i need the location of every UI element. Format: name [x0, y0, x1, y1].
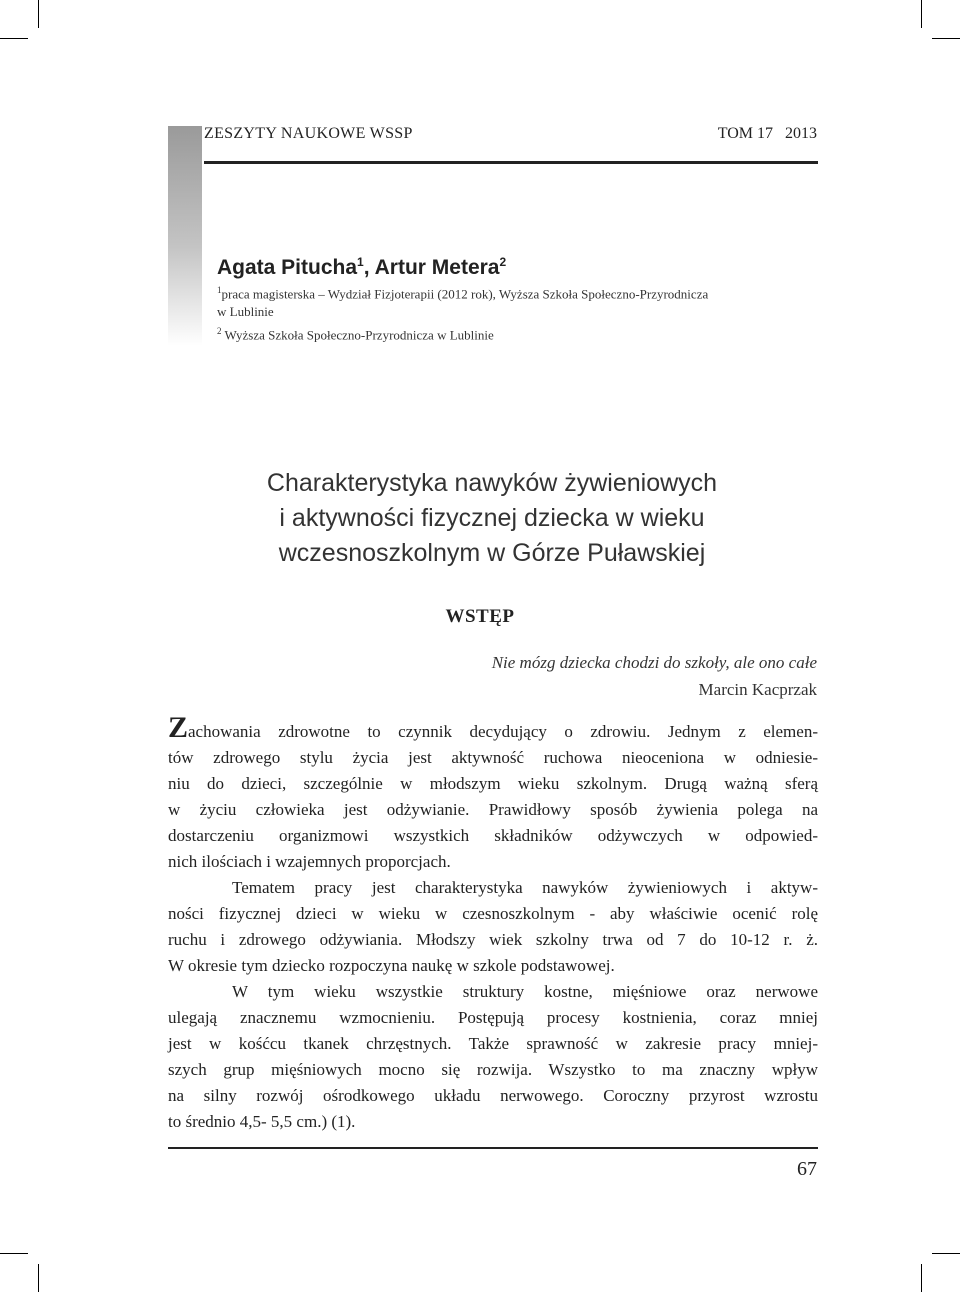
text-line: jest w kośćcu tkanek chrzęstnych. Także sprawność w zakresie pracy mniej- [168, 1034, 818, 1053]
crop-mark [932, 38, 960, 39]
article-title [150, 466, 834, 571]
text-line: dostarczeniu organizmowi wszystkich składników odżywczych w odpowied- [168, 826, 818, 845]
affiliation-text: Wyższa Szkoła Społeczno-Przyrodnicza w Lublinie [221, 327, 494, 343]
text-line: ności fizycznej dzieci w wieku w czesnoszkolnym - aby właściwie ocenić rolę [168, 904, 818, 923]
crop-mark [932, 1253, 960, 1254]
affiliation-text: praca magisterska – Wydział Fizjoterapii (2012 rok), Wyższa Szkoła Społeczno-Przyrodnicza [221, 286, 709, 302]
journal-name: ZESZYTY NAUKOWE WSSP [204, 125, 413, 142]
text-line: W okresie tym dziecko rozpoczyna naukę w szkole podstawowej. [168, 956, 615, 975]
crop-mark [921, 0, 922, 28]
author-superscript: 2 [499, 255, 507, 269]
affiliation-superscript: 1 [217, 285, 222, 295]
affiliation-line [217, 285, 708, 302]
epigraph-author: Marcin Kacprzak [698, 680, 817, 699]
section-heading: WSTĘP [445, 606, 515, 627]
author-separator: , [363, 256, 375, 279]
text-line: to średnio 4,5- 5,5 cm.) (1). [168, 1112, 356, 1131]
affiliation-text: w Lublinie [217, 304, 274, 319]
crop-mark [38, 1264, 39, 1292]
text-line: niu do dzieci, szczególnie w młodszym wieku szkolnym. Drugą ważną sferą [168, 774, 818, 793]
text-line: Tematem pracy jest charakterystyka nawyków żywieniowych i aktyw- [232, 878, 818, 897]
affiliation-line [217, 326, 494, 343]
text-line: tów zdrowego stylu życia jest aktywność ruchowa nieoceniona w odniesie- [168, 748, 818, 767]
text-line: ulegają znacznemu wzmocnieniu. Postępują procesy kostnienia, coraz mniej [168, 1008, 818, 1027]
affiliation-superscript: 2 [217, 326, 222, 336]
text-line: W tym wieku wszystkie struktury kostne, mięśniowe oraz nerwowe [232, 982, 818, 1001]
text-line: nich ilościach i wzajemnych proporcjach. [168, 852, 451, 871]
drop-cap: Z [168, 711, 189, 744]
title-line: Charakterystyka nawyków żywieniowych [266, 469, 718, 497]
epigraph-quote: Nie mózg dziecka chodzi do szkoły, ale ono całe [491, 653, 817, 672]
footer-rule [168, 1147, 818, 1149]
crop-mark [0, 1253, 28, 1254]
title-line: i aktywności fizycznej dziecka w wieku [279, 504, 705, 532]
crop-mark [0, 38, 28, 39]
text-line: w życiu człowieka jest odżywianie. Prawidłowy sposób żywienia polega na [168, 800, 818, 819]
author-superscript: 1 [357, 255, 364, 269]
text-line: ruchu i zdrowego odżywiania. Młodszy wiek szkolny trwa od 7 do 10-12 r. ż. [168, 930, 818, 949]
header-rule [204, 161, 818, 164]
text-line-content: achowania zdrowotne to czynnik decydujący o zdrowiu. Jednym z elemen- [188, 722, 818, 741]
crop-mark [921, 1264, 922, 1292]
affiliation-line [217, 304, 274, 320]
page-number: 67 [797, 1158, 817, 1180]
text-line [168, 711, 818, 745]
text-line: szych grup mięśniowych mocno się rozwija. Wszystko to ma znaczny wpływ [168, 1060, 818, 1079]
authors [217, 255, 506, 280]
author-name: Agata Pitucha [217, 256, 358, 279]
author-name: Artur Metera [374, 256, 500, 279]
text-line: na silny rozwój ośrodkowego układu nerwowego. Coroczny przyrost wzrostu [168, 1086, 818, 1105]
body-text [168, 711, 818, 1135]
title-line: wczesnoszkolnym w Górze Puławskiej [278, 539, 706, 567]
volume-year: TOM 17 2013 [717, 125, 817, 142]
crop-mark [38, 0, 39, 28]
header-gradient-bar [168, 126, 202, 346]
